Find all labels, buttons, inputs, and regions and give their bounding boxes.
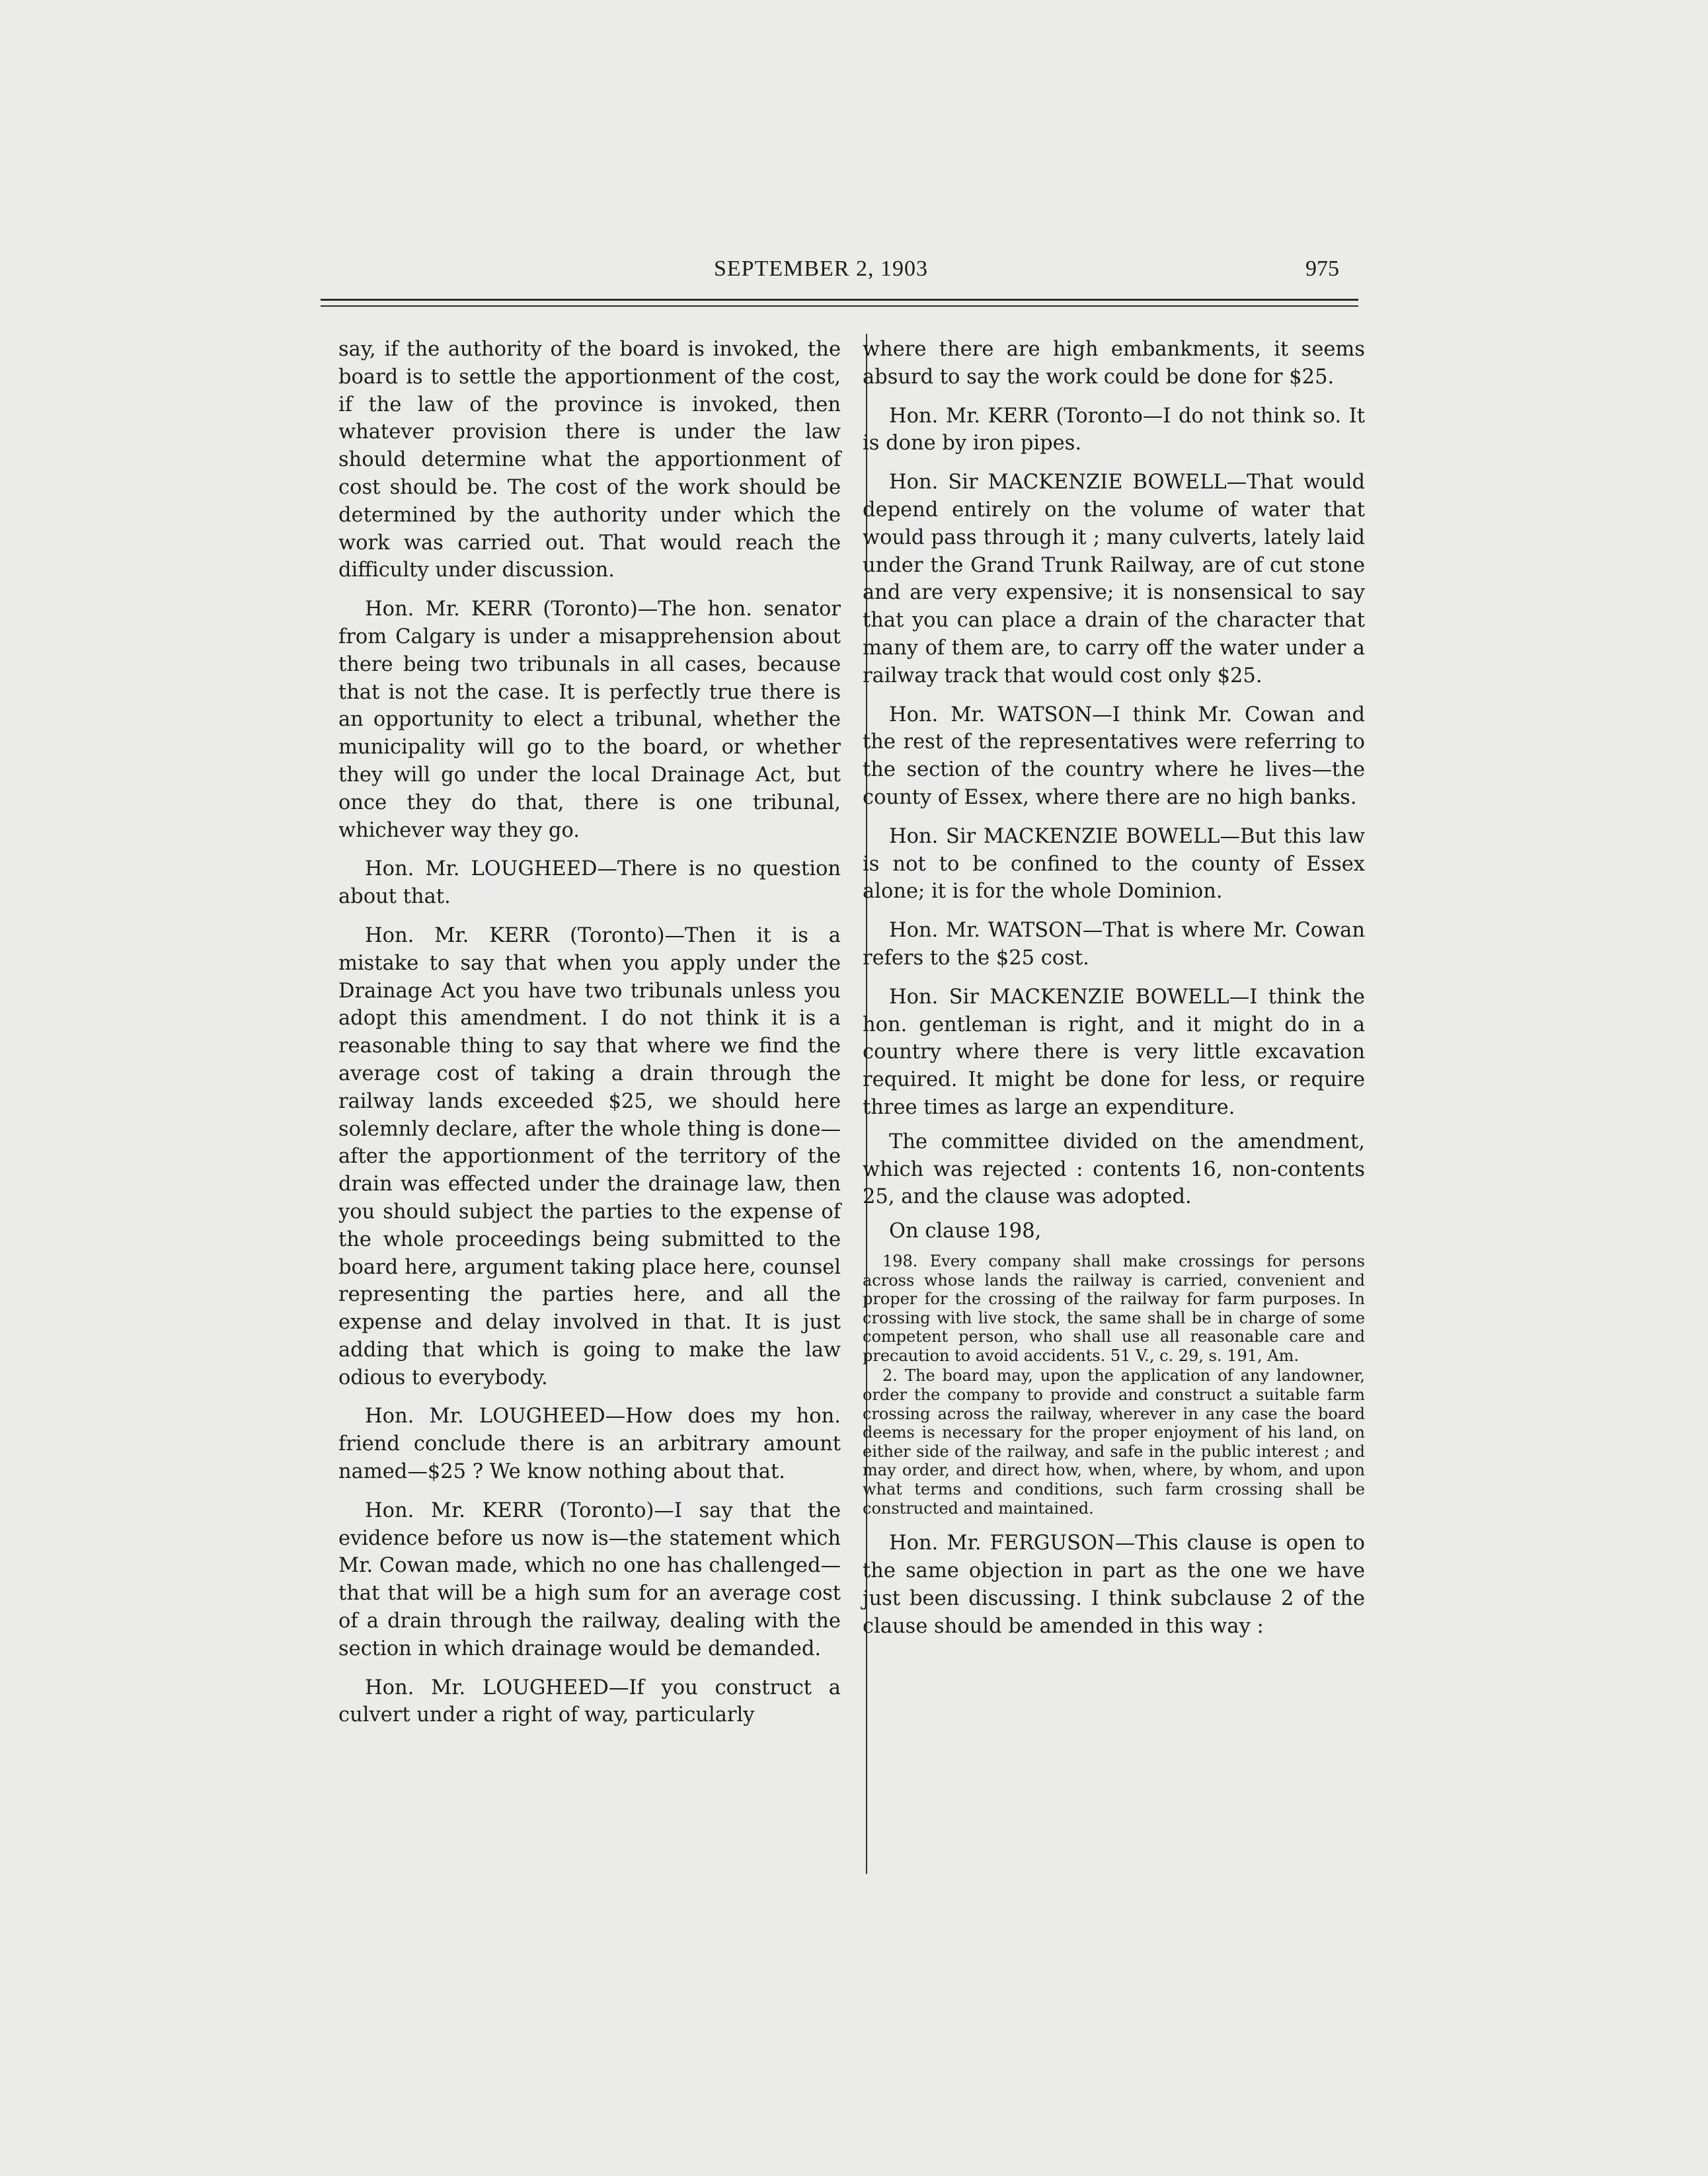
paragraph-clause-heading: On clause 198, bbox=[889, 1220, 1042, 1243]
paragraph-lougheed-1: Hon. Mr. LOUGHEED—There is no question about that. bbox=[338, 857, 841, 909]
page-header-date: SEPTEMBER 2, 1903 bbox=[714, 256, 928, 281]
right-column bbox=[863, 336, 1365, 1651]
header-rule bbox=[321, 299, 1358, 301]
paragraph-kerr-3: Hon. Mr. KERR (Toronto)—I say that the evidence before us now is—the statement which Mr. Cowan made, which no one has challenged—that that will be a high sum for an average cost of a drain through the railway, dealing with the section in which drainage would be demanded. bbox=[338, 1498, 841, 1660]
paragraph-continuation: say, if the authority of the board is invoked, the board is to settle the apportionment of the cost, if the law of the province is invoked, then whatever provision there is under the law should determine what the apportionment of cost should be. The cost of the work should be determined by the authority under which the work was carried out. That would reach the difficulty under discussion. bbox=[338, 338, 841, 582]
header-rule-double bbox=[321, 305, 1358, 307]
paragraph-kerr-4: Hon. Mr. KERR (Toronto—I do not think so. It is done by iron pipes. bbox=[863, 404, 1365, 455]
paragraph-bowell-1: Hon. Sir MACKENZIE BOWELL—That would depend entirely on the volume of water that would pass through it ; many culverts, lately laid under the Grand Trunk Railway, are of cut stone and are very expensive; it is nonsensical to say that you can place a drain of the character that many of them are, to carry off the water under a railway track that would cost only $25. bbox=[863, 471, 1365, 687]
paragraph-bowell-2: Hon. Sir MACKENZIE BOWELL—But this law is not to be confined to the county of Essex alone; it is for the whole Dominion. bbox=[863, 824, 1365, 904]
page-number: 975 bbox=[1305, 256, 1339, 281]
left-column bbox=[338, 336, 841, 1740]
paragraph-ferguson-1: Hon. Mr. FERGUSON—This clause is open to the same objection in part as the one we have just been discussing. I think subclause 2 of the clause should be amended in this way : bbox=[863, 1532, 1365, 1638]
paragraph-kerr-1: Hon. Mr. KERR (Toronto)—The hon. senator from Calgary is under a misapprehension about there being two tribunals in all cases, because that is not the case. It is perfectly true there is an opportunity to elect a tribunal, whether the municipality will go to the board, or whether they will go under the local Drainage Act, but once they do that, there is one tribunal, whichever way they go. bbox=[338, 598, 841, 842]
paragraph-committee-division: The committee divided on the amendment, which was rejected : contents 16, non-contents 25, and the clause was adopted. bbox=[863, 1130, 1365, 1209]
paragraph-watson-1: Hon. Mr. WATSON—I think Mr. Cowan and the rest of the representatives were referring to the section of the country where he lives—the county of Essex, where there are no high banks. bbox=[863, 703, 1365, 809]
paragraph-bowell-3: Hon. Sir MACKENZIE BOWELL—I think the hon. gentleman is right, and it might do in a country where there is very little excavation required. It might be done for less, or require three times as large an expenditure. bbox=[863, 985, 1365, 1119]
paragraph-lougheed-3: Hon. Mr. LOUGHEED—If you construct a culvert under a right of way, particularly bbox=[338, 1676, 841, 1727]
clause-198-subclause-2: 2. The board may, upon the application of any landowner, order the company to provide and construct a suitable farm crossing across the railway, wherever in any case the board deems is necessary for the proper enjoyment of his land, on either side of the railway, and safe in the public interest ; and may order, and direct how, when, where, by whom, and upon what terms and conditions, such farm crossing shall be constructed and maintained. bbox=[863, 1366, 1365, 1518]
paragraph-lougheed-2: Hon. Mr. LOUGHEED—How does my hon. friend conclude there is an arbitrary amount named—$25 ? We know nothing about that. bbox=[338, 1405, 841, 1484]
clause-198-text: 198. Every company shall make crossings for persons across whose lands the railway is carried, convenient and proper for the crossing of the railway for farm purposes. In crossing with live stock, the same shall be in charge of some competent person, who shall use all reasonable care and precaution to avoid accidents. 51 V., c. 29, s. 191, Am. bbox=[863, 1251, 1365, 1365]
paragraph-watson-2: Hon. Mr. WATSON—That is where Mr. Cowan refers to the $25 cost. bbox=[863, 919, 1365, 970]
paragraph-continuation-right: where there are high embankments, it seems absurd to say the work could be done for $25. bbox=[863, 338, 1365, 389]
paragraph-kerr-2: Hon. Mr. KERR (Toronto)—Then it is a mistake to say that when you apply under the Drainage Act you have two tribunals unless you adopt this amendment. I do not think it is a reasonable thing to say that where we find the average cost of taking a drain through the railway lands exceeded $25, we should here solemnly declare, after the whole thing is done—after the apportionment of the territory of the drain was effected under the drainage law, then you should subject the parties to the expense of the whole proceedings being submitted to the board here, argument taking place here, counsel representing the parties here, and all the expense and delay involved in that. It is just adding that which is going to make the law odious to everybody. bbox=[338, 923, 841, 1389]
